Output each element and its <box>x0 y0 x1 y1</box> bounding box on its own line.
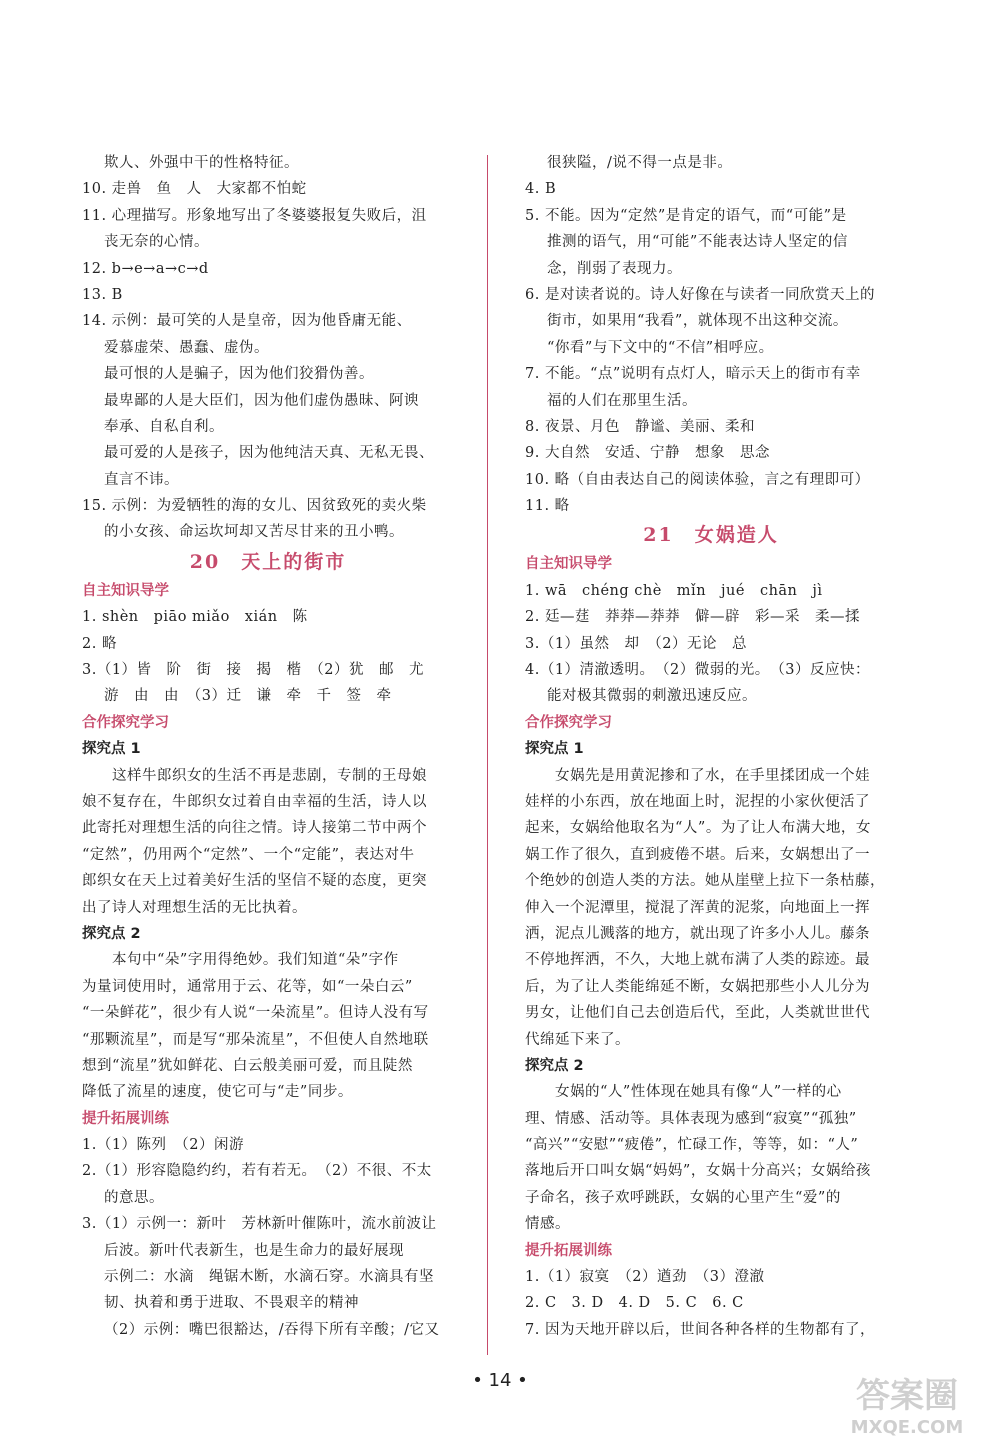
answer-line: 起来，女娲给他取名为“人”。为了让人布满大地，女 <box>525 820 871 837</box>
answer-line: 能对极其微弱的刺激迅速反应。 <box>547 688 757 705</box>
answer-line: 男女，让他们自己去创造后代，至此，人类就世世代 <box>525 1005 870 1022</box>
answer-line: “高兴”“安慰”“疲倦”，忙碌工作，等等，如：“人” <box>525 1137 859 1154</box>
sub-heading: 探究点 1 <box>525 741 584 758</box>
answer-line: 示例二：水滴 绳锯木断，水滴石穿。水滴具有坚 <box>104 1269 434 1286</box>
answer-line: 降低了流星的速度，使它可与“走”同步。 <box>82 1084 353 1101</box>
answer-line: 后波。新叶代表新生，也是生命力的最好展现 <box>104 1242 404 1259</box>
answer-line: 娃样的小东西，放在地面上时，泥捏的小家伙便活了 <box>525 793 870 810</box>
section-heading: 合作探究学习 <box>82 714 169 731</box>
answer-line: 韧、执着和勇于进取、不畏艰辛的精神 <box>104 1295 359 1312</box>
answer-line: 丧无奈的心情。 <box>104 234 209 251</box>
answer-line: 1.（1）陈列 （2）闲游 <box>82 1137 245 1154</box>
answer-line: 4.（1）清澈透明。 （2）微弱的光。 （3）反应快： <box>525 662 871 679</box>
answer-line: 7. 不能。“点”说明有点灯人，暗示天上的街市有幸 <box>525 366 861 383</box>
answer-line: 后，为了让人类能绵延不断，女娲把那些小人儿分为 <box>525 978 870 995</box>
answer-line: 洒，泥点儿溅落的地方，就出现了许多小人儿。藤条 <box>525 925 870 942</box>
answer-line: 念，削弱了表现力。 <box>547 260 682 277</box>
answer-line: 11. 略 <box>525 498 570 515</box>
answer-line: （2）示例：嘴巴很豁达，/吞得下所有辛酸；/它又 <box>104 1321 440 1338</box>
answer-line: 奉承、自私自利。 <box>104 418 224 435</box>
sub-heading: 探究点 2 <box>525 1057 584 1074</box>
answer-line: 15. 示例：为爱牺牲的海的女儿、因贫致死的卖火柴 <box>82 498 427 515</box>
answer-line: 代绵延下来了。 <box>525 1031 630 1048</box>
answer-line: 7. 因为天地开辟以后，世间各种各样的生物都有了， <box>525 1321 875 1338</box>
watermark-title: 答案圈 <box>856 1376 958 1416</box>
answer-line: 3.（1）示例一：新叶 芳林新叶催陈叶，流水前波让 <box>82 1216 437 1233</box>
answer-line: 娘不复存在，牛郎织女过着自由幸福的生活，诗人以 <box>82 793 427 810</box>
watermark-logo <box>832 1365 982 1441</box>
lesson-title: 20 天上的街市 <box>189 550 347 573</box>
answer-line: 3.（1）皆 阶 街 接 揭 楷 （2）犹 邮 尤 <box>82 662 425 679</box>
answer-line: “你看”与下文中的“不信”相呼应。 <box>547 339 774 356</box>
answer-line: 这样牛郎织女的生活不再是悲剧，专制的王母娘 <box>112 767 427 784</box>
answer-line: 本句中“朵”字用得绝妙。我们知道“朵”字作 <box>112 952 399 969</box>
answer-line: 为量词使用时，通常用于云、花等，如“一朵白云” <box>82 978 413 995</box>
answer-line: 最可爱的人是孩子，因为他纯洁天真、无私无畏、 <box>104 445 434 462</box>
section-heading: 自主知识导学 <box>525 556 612 573</box>
page-number: • 14 • <box>472 1370 528 1391</box>
answer-line: 子命名，孩子欢呼跳跃，女娲的心里产生“爱”的 <box>525 1189 841 1206</box>
answer-line: 落地后开口叫女娲“妈妈”，女娲十分高兴；女娲给孩 <box>525 1163 871 1180</box>
answer-line: “一朵鲜花”，很少有人说“一朵流星”。但诗人没有写 <box>82 1005 429 1022</box>
answer-line: 推测的语气，用“可能”不能表达诗人坚定的信 <box>547 234 848 251</box>
answer-line: 10. 略（自由表达自己的阅读体验，言之有理即可） <box>525 471 870 488</box>
sub-heading: 探究点 2 <box>82 925 141 942</box>
answer-line: 福的人们在那里生活。 <box>547 392 697 409</box>
answer-line: 此寄托对理想生活的向往之情。诗人接第二节中两个 <box>82 820 427 837</box>
answer-line: 出了诗人对理想生活的无比执着。 <box>82 899 307 916</box>
answer-line: 情感。 <box>525 1216 570 1233</box>
answer-line: 4. B <box>525 181 557 198</box>
answer-line: 爱慕虚荣、愚蠢、虚伪。 <box>104 339 269 356</box>
answer-line: 娲工作了很久，直到疲倦不堪。后来，女娲想出了一 <box>525 846 870 863</box>
answer-line: 女娲的“人”性体现在她具有像“人”一样的心 <box>555 1084 842 1101</box>
answer-line: 直言不讳。 <box>104 471 179 488</box>
answer-line: 6. 是对读者说的。诗人好像在与读者一同欣赏天上的 <box>525 286 875 303</box>
answer-line: 女娲先是用黄泥掺和了水，在手里揉团成一个娃 <box>555 767 870 784</box>
answer-line: 最可恨的人是骗子，因为他们狡猾伪善。 <box>104 366 374 383</box>
left-column <box>82 150 454 1343</box>
answer-line: 很狭隘，/说不得一点是非。 <box>547 155 733 171</box>
answer-line: 9. 大自然 安适、宁静 想象 思念 <box>525 445 770 462</box>
answer-line: 1. wā chéng chè mǐn jué chān jì <box>525 582 823 599</box>
answer-line: 的意思。 <box>104 1189 164 1206</box>
lesson-title: 21 女娲造人 <box>643 524 779 547</box>
answer-line: 11. 心理描写。形象地写出了冬婆婆报复失败后，沮 <box>82 207 427 224</box>
answer-line: “那颗流星”，而是写“那朵流星”，不但使人自然地联 <box>82 1031 429 1048</box>
answer-line: 郎织女在天上过着美好生活的坚信不疑的态度，更突 <box>82 873 427 890</box>
section-heading: 自主知识导学 <box>82 582 169 599</box>
section-heading: 提升拓展训练 <box>525 1242 612 1259</box>
answer-line: “定然”，仍用两个“定然”、一个“定能”，表达对牛 <box>82 846 415 863</box>
answer-line: 的小女孩、命运坎坷却又苦尽甘来的丑小鸭。 <box>104 524 404 541</box>
answer-line: 13. B <box>82 286 123 303</box>
answer-line: 想到“流星”犹如鲜花、白云般美丽可爱，而且陡然 <box>82 1057 413 1074</box>
section-heading: 合作探究学习 <box>525 714 612 731</box>
answer-line: 最卑鄙的人是大臣们，因为他们虚伪愚昧、阿谀 <box>104 392 419 409</box>
answer-line: 8. 夜景、月色 静谧、美丽、柔和 <box>525 418 755 435</box>
answer-line: 2. 廷—莛 莽莽—莽莽 僻—辟 彩—采 柔—揉 <box>525 609 860 626</box>
right-column <box>525 150 897 1343</box>
answer-line: 游 由 由 （3）迁 谦 牵 千 签 牵 <box>104 688 392 705</box>
watermark-url: MXQE.COM <box>850 1417 964 1438</box>
section-heading: 提升拓展训练 <box>82 1110 169 1127</box>
answer-line: 10. 走兽 鱼 人 大家都不怕蛇 <box>82 181 307 198</box>
answer-line: 不停地挥洒，不久，大地上就布满了人类的踪迹。最 <box>525 952 870 969</box>
answer-line: 个绝妙的创造人类的方法。她从崖壁上拉下一条枯藤， <box>525 873 885 890</box>
column-divider <box>487 155 488 1355</box>
answer-line: 5. 不能。因为“定然”是肯定的语气，而“可能”是 <box>525 207 847 224</box>
answer-line: 12. b→e→a→c→d <box>82 260 209 277</box>
answer-line: 14. 示例：最可笑的人是皇帝，因为他昏庸无能、 <box>82 313 412 330</box>
answer-line: 伸入一个泥潭里，搅混了浑黄的泥浆，向地面上一挥 <box>525 899 870 916</box>
answer-line: 2. 略 <box>82 635 117 652</box>
sub-heading: 探究点 1 <box>82 741 141 758</box>
answer-line: 3.（1）虽然 却 （2）无论 总 <box>525 635 748 652</box>
answer-line: 街市，如果用“我看”，就体现不出这种交流。 <box>547 313 848 330</box>
answer-line: 1. shèn piāo miǎo xián 陈 <box>82 609 308 626</box>
answer-line: 2.（1）形容隐隐约约，若有若无。 （2）不很、不太 <box>82 1163 432 1180</box>
answer-line: 欺人、外强中干的性格特征。 <box>104 155 299 171</box>
answer-line: 理、情感、活动等。具体表现为感到“寂寞”“孤独” <box>525 1110 857 1127</box>
answer-line: 1.（1）寂寞 （2）遒劲 （3）澄澈 <box>525 1269 765 1286</box>
answer-line: 2. C 3. D 4. D 5. C 6. C <box>525 1295 744 1312</box>
